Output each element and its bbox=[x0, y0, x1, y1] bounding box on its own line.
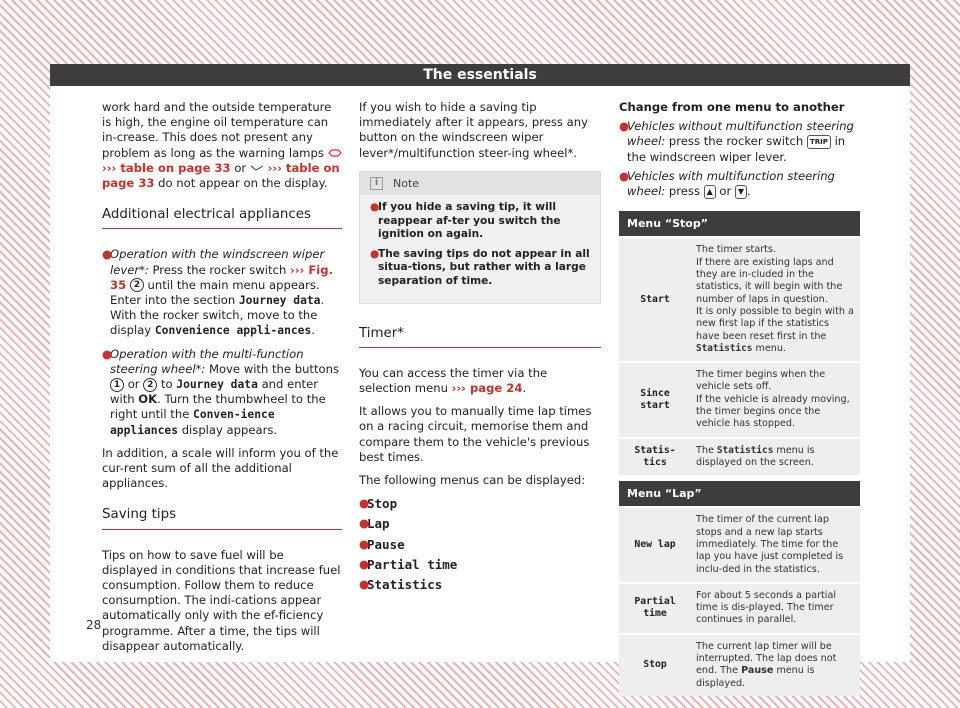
text: menu is displayed. bbox=[696, 665, 815, 689]
text: The saving tips do not appear in all situa-tions, but rather with a large separation of time. bbox=[378, 247, 590, 287]
table-reference-link[interactable]: ››› table on page 33 bbox=[102, 160, 231, 175]
text: . bbox=[746, 184, 751, 199]
menu-name: Lap bbox=[367, 516, 390, 532]
bullet-icon: ● bbox=[359, 536, 370, 551]
menu-name: Pause bbox=[741, 665, 774, 677]
table-value bbox=[691, 238, 860, 361]
menu-lap-table bbox=[619, 479, 860, 698]
bullet-icon: ● bbox=[359, 556, 370, 571]
menu-name: Statistics bbox=[716, 444, 774, 456]
text: and enter with bbox=[110, 377, 319, 407]
bullet-icon: ● bbox=[619, 168, 630, 183]
list-item bbox=[102, 347, 342, 438]
table-value: The timer of the current lap stops and a new lap starts immediately. The time for the lap you have just completed is inclu-ded in the statistics. bbox=[691, 508, 860, 581]
table-reference-link[interactable]: ››› table on page 33 bbox=[102, 160, 340, 191]
text: menu. bbox=[755, 342, 786, 354]
warning-lamp-icon bbox=[250, 164, 264, 172]
list-item bbox=[359, 496, 601, 512]
list-item bbox=[359, 516, 601, 532]
callout-number: 1 bbox=[110, 378, 124, 392]
page-header: The essentials bbox=[50, 64, 910, 86]
text: . Turn the thumbwheel to the right until the bbox=[110, 392, 326, 422]
table-row bbox=[619, 635, 860, 696]
menu-name: Conven-ience appliances bbox=[110, 408, 275, 437]
text: in the windscreen wiper lever. bbox=[627, 134, 846, 164]
text: display appears. bbox=[181, 422, 278, 437]
text: do not appear on the display. bbox=[158, 176, 328, 191]
note-header bbox=[360, 172, 600, 195]
bullet-icon: ● bbox=[619, 119, 630, 134]
text: or bbox=[127, 377, 140, 392]
text: You can access the timer via the selection menu bbox=[359, 365, 548, 395]
menu-name: Journey data bbox=[176, 378, 258, 392]
table-row bbox=[619, 363, 860, 436]
paragraph-hide-tip: If you wish to hide a saving tip immediately after it appears, press any button on the windscreen wiper lever*/multifunction steer-ing wheel*. bbox=[359, 100, 588, 160]
text: The bbox=[696, 444, 714, 456]
table-row bbox=[619, 439, 860, 476]
text: Operation with the windscreen wiper lever*: bbox=[110, 247, 325, 277]
list-item bbox=[359, 577, 601, 593]
table-key: Statis-tics bbox=[619, 439, 691, 476]
table-row bbox=[619, 238, 860, 361]
text: . With the rocker switch, move to the display bbox=[110, 293, 325, 338]
menu-name: Partial time bbox=[367, 556, 458, 572]
paragraph-scale: In addition, a scale will inform you of the cur-rent sum of all the additional appliances. bbox=[102, 445, 339, 491]
text: The timer starts. If there are existing laps and they are in-cluded in the statistics, it will begin with the number of laps in question. It is only possible to begin with a new first lap if the statistics have been reset first in the bbox=[696, 244, 854, 342]
table-row bbox=[619, 508, 860, 581]
paragraph-timer-access bbox=[359, 366, 601, 396]
table-key: Partial time bbox=[619, 584, 691, 633]
menu-stop-table bbox=[619, 209, 860, 477]
text: to bbox=[160, 377, 173, 392]
table-key: Stop bbox=[619, 635, 691, 696]
table-value bbox=[691, 635, 860, 696]
column-right bbox=[619, 100, 860, 698]
warning-lamp-icon bbox=[328, 149, 342, 157]
section-heading-additional-appliances: Additional electrical appliances bbox=[102, 207, 342, 229]
text: . bbox=[311, 323, 315, 338]
column-middle bbox=[359, 100, 601, 597]
table-key: Start bbox=[619, 238, 691, 361]
menu-name: Stop bbox=[367, 496, 398, 512]
column-left bbox=[102, 100, 342, 662]
text: until the main menu appears. Enter into the section bbox=[110, 277, 320, 308]
list-item bbox=[619, 169, 860, 199]
text: work hard and the outside temperature is high, the engine oil temperature can in-crease. This does not present any problem as long as the warning lamps bbox=[102, 100, 332, 160]
paragraph-timer-desc: It allows you to manually time lap times on a racing circuit, memorise them and compare them to the vehicle's previous best times. bbox=[359, 404, 592, 464]
menu-name: Statistics bbox=[367, 577, 443, 593]
table-value: For about 5 seconds a partial time is dis-played. The timer continues in parallel. bbox=[691, 584, 860, 633]
bullet-icon: ● bbox=[102, 346, 113, 361]
page-number: 28 bbox=[86, 618, 102, 632]
section-heading-change-menu: Change from one menu to another bbox=[619, 100, 845, 114]
bullet-icon: ● bbox=[359, 516, 370, 531]
section-heading-timer: Timer* bbox=[359, 326, 601, 348]
bullet-icon: ● bbox=[359, 496, 370, 511]
arrow-up-key-icon: ▲ bbox=[704, 185, 716, 199]
list-item bbox=[102, 247, 342, 338]
table-title: Menu “Lap” bbox=[619, 481, 860, 506]
info-icon: i bbox=[370, 177, 383, 190]
table-key: Since start bbox=[619, 363, 691, 436]
callout-number: 2 bbox=[130, 278, 144, 292]
text: press the rocker switch bbox=[668, 134, 804, 149]
list-item bbox=[359, 537, 601, 553]
menu-name: Statistics bbox=[696, 342, 753, 354]
table-value bbox=[691, 439, 860, 476]
text: If you hide a saving tip, it will reappear af-ter you switch the ignition on again. bbox=[378, 201, 561, 241]
callout-number: 2 bbox=[143, 378, 157, 392]
arrow-down-key-icon: ▼ bbox=[735, 185, 747, 199]
text: . bbox=[522, 380, 527, 395]
paragraph-saving-tips: Tips on how to save fuel will be displayed in conditions that increase fuel consumption. Follow them to reduce consumption. The indi-cations appear automatically only with the ef-ficiency programme. After a time, the tips will disappear automatically. bbox=[102, 547, 341, 653]
text: The current lap timer will be interrupted. The lap does not end. The bbox=[696, 640, 837, 677]
text: Operation with the multi-function steering wheel*: bbox=[110, 346, 304, 376]
list-item bbox=[619, 119, 860, 165]
text: Vehicles without multifunction steering wheel: bbox=[627, 119, 854, 149]
menu-name: Journey data bbox=[238, 294, 321, 308]
list-item bbox=[359, 557, 601, 573]
paragraph-menus-intro: The following menus can be displayed: bbox=[359, 473, 586, 487]
text: Move with the buttons bbox=[208, 361, 340, 376]
table-row bbox=[619, 584, 860, 633]
menu-name: Convenience appli-ances bbox=[154, 324, 312, 338]
figure-reference-link[interactable]: ››› Fig. 35 bbox=[110, 262, 333, 292]
list-item bbox=[370, 248, 590, 289]
bullet-icon: ● bbox=[102, 247, 113, 262]
text: menu is displayed on the screen. bbox=[696, 444, 815, 468]
note-body bbox=[360, 195, 600, 303]
trip-key-icon: TRIP bbox=[807, 135, 831, 149]
note-box bbox=[359, 171, 601, 304]
ok-button-label: OK bbox=[138, 392, 158, 407]
timer-menu-list bbox=[359, 496, 601, 593]
bullet-icon: ● bbox=[359, 577, 370, 592]
note-label: Note bbox=[393, 176, 420, 190]
table-key: New lap bbox=[619, 508, 691, 581]
text: Vehicles with multifunction steering wheel: bbox=[627, 168, 835, 199]
text: press bbox=[668, 184, 701, 199]
page-reference-link[interactable]: ››› page 24 bbox=[451, 380, 523, 395]
text: or bbox=[234, 160, 247, 175]
bullet-icon: ● bbox=[370, 247, 380, 260]
bullet-icon: ● bbox=[370, 201, 380, 214]
text: or bbox=[719, 184, 732, 199]
table-value: The timer begins when the vehicle sets off. If the vehicle is already moving, the timer begins once the vehicle has stopped. bbox=[691, 363, 860, 436]
list-item bbox=[370, 201, 590, 242]
paragraph-oil-temp bbox=[102, 100, 342, 191]
text: Press the rocker switch bbox=[152, 262, 287, 277]
section-heading-saving-tips: Saving tips bbox=[102, 507, 342, 529]
menu-name: Pause bbox=[367, 536, 405, 552]
table-title: Menu “Stop” bbox=[619, 211, 860, 236]
